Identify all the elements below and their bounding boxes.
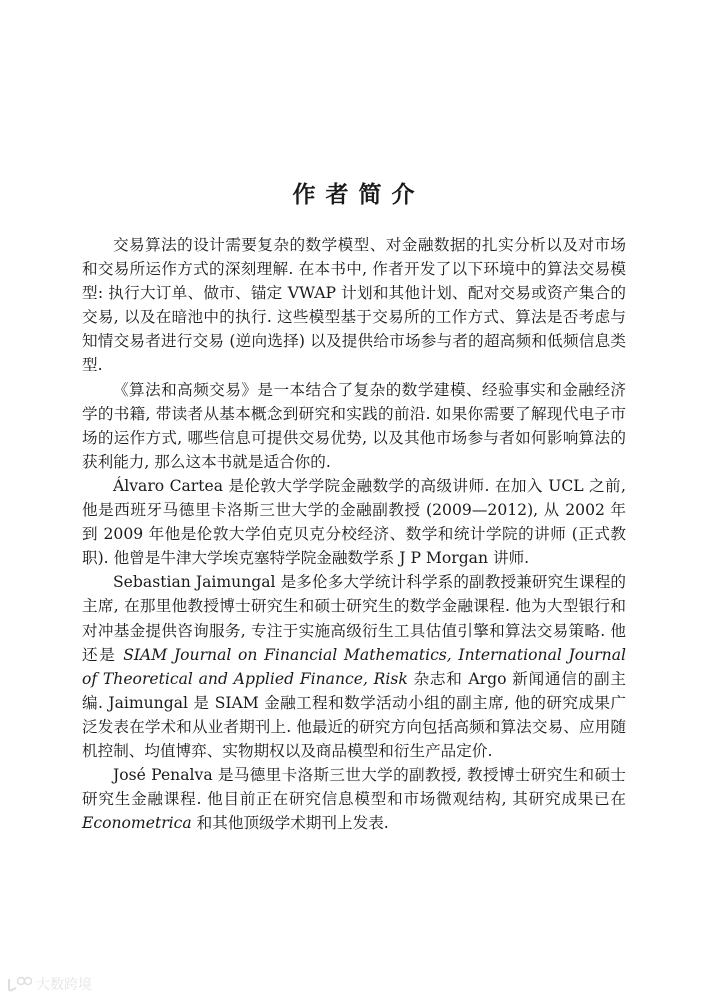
body-text — [82, 233, 626, 835]
paragraph-author-penalva — [82, 763, 626, 835]
paragraph-author-jaimungal — [82, 570, 626, 763]
page-title: 作者简介 — [292, 182, 425, 208]
paragraph-intro — [82, 233, 626, 378]
paragraph-text: 和其他顶级学术期刊上发表. — [191, 814, 389, 833]
paragraph-author-cartea — [82, 474, 626, 570]
journal-name: Econometrica — [82, 814, 192, 833]
paragraph-text: Sebastian Jaimungal 是多伦多大学统计科学系的副教授兼研究生课程的主席, 在那里他教授博士研究生和硕士研究生的数学金融课程. 他为大型银行和对冲基金提供咨询服务, 专注于实施高级衍生工具估值引擎和算法交易策略. 他还是 — [82, 573, 626, 664]
paragraph-text: Álvaro Cartea 是伦敦大学学院金融数学的高级讲师. 在加入 UCL 之前, 他是西班牙马德里卡洛斯三世大学的金融副教授 (2009—2012), 从 2002 年到 2009 年他是伦敦大学伯克贝克分校经济、数学和统计学院的讲师 (正式教职). 他曾是牛津大学埃克塞特学院金融数学系 J P Morgan 讲师. — [82, 476, 626, 568]
watermark-text: 大数跨境 — [36, 977, 92, 993]
paragraph-book-summary — [82, 378, 626, 474]
paragraph-text: José Penalva 是马德里卡洛斯三世大学的副教授, 教授博士研究生和硕士研究生金融课程. 他目前正在研究信息模型和市场微观结构, 其研究成果已在 — [82, 766, 626, 809]
paragraph-text: 交易算法的设计需要复杂的数学模型、对金融数据的扎实分析以及对市场和交易所运作方式的深刻理解. 在本书中, 作者开发了以下环境中的算法交易模型: 执行大订单、做市、锚定 VWAP 计划和其他计划、配对交易或资产集合的交易, 以及在暗池中的执行. 这些模型基于交易所的工作方式、算法是否考虑与知情交易者进行交易 (逆向选择) 以及提供给市场参与者的超高频和低频信息类型. — [82, 236, 626, 375]
paragraph-text: 《算法和高频交易》是一本结合了复杂的数学建模、经验事实和金融经济学的书籍, 带读者从基本概念到研究和实践的前沿. 如果你需要了解现代电子市场的运作方式, 哪些信息可提供交易优势, 以及其他市场参与者如何影响算法的获利能力, 那么这本书就是适合你的. — [82, 380, 626, 471]
chat-bubble-logo-icon — [6, 976, 32, 992]
journal-names: SIAM Journal on Financial Mathematics, International Journal of Theoretical and Applied Finance, Risk — [82, 645, 626, 688]
watermark — [6, 974, 92, 994]
paragraph-text: 杂志和 Argo 新闻通信的副主编. Jaimungal 是 SIAM 金融工程和数学活动小组的副主席, 他的研究成果广泛发表在学术和从业者期刊上. 他最近的研究方向包括高频和算法交易、应用随机控制、均值博弈、实物期权以及商品模型和衍生产品定价. — [82, 669, 626, 760]
